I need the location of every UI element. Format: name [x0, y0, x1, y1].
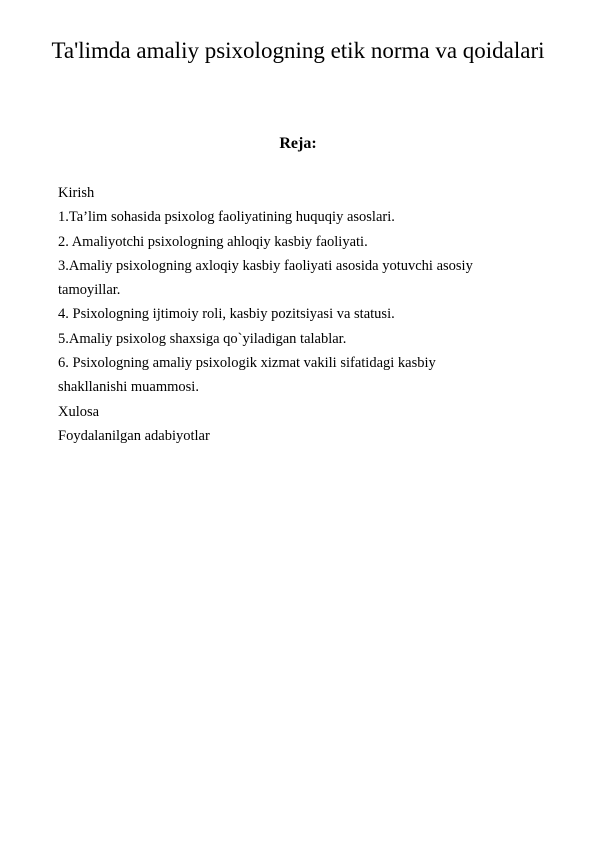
plan-item-4: 4. Psixologning ijtimoiy roli, kasbiy pozitsiyasi va statusi. [58, 306, 395, 323]
plan-item-conclusion: Xulosa [58, 403, 100, 420]
plan-item-6: 6. Psixologning amaliy psixologik xizmat vakili sifatidagi kasbiy [58, 355, 436, 372]
plan-item-2: 2. Amaliyotchi psixologning ahloqiy kasbiy faoliyati. [58, 233, 368, 250]
document-title: Ta'limda amaliy psixologning etik norma va qoidalari [51, 38, 545, 63]
plan-item-1: 1.Ta’lim sohasida psixolog faoliyatining huquqiy asoslari. [58, 209, 395, 226]
plan-item-5: 5.Amaliy psixolog shaxsiga qo`yiladigan talablar. [58, 330, 347, 347]
plan-list [58, 181, 538, 448]
plan-item-6-continued: shakllanishi muammosi. [58, 379, 199, 396]
plan-heading: Reja: [279, 135, 317, 152]
plan-item-introduction: Kirish [58, 185, 95, 201]
plan-item-3-continued: tamoyillar. [58, 282, 121, 299]
plan-item-3: 3.Amaliy psixologning axloqiy kasbiy faoliyati asosida yotuvchi asosiy [58, 257, 473, 274]
plan-item-references: Foydalanilgan adabiyotlar [58, 427, 210, 444]
